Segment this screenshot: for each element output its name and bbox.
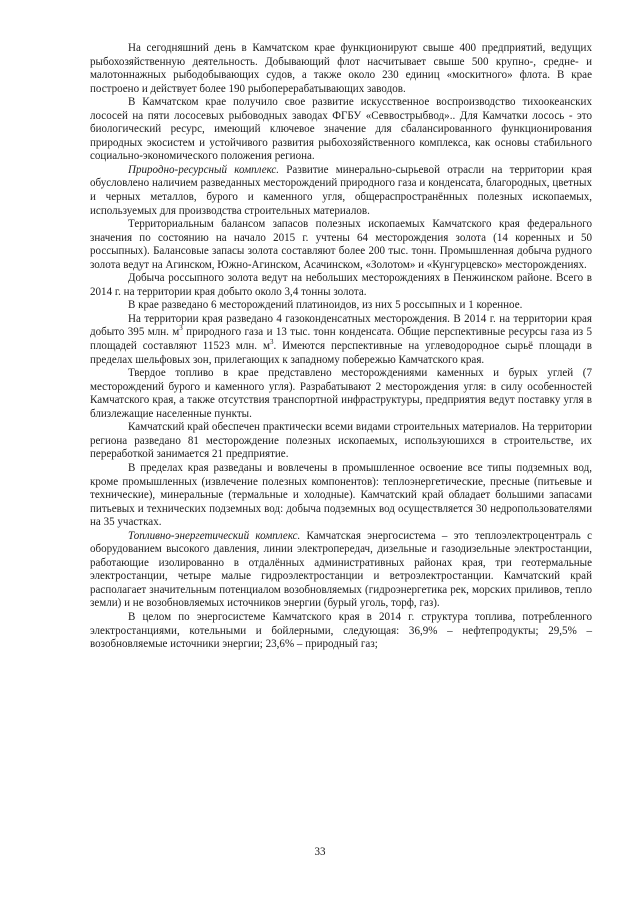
paragraph-text: На территории края разведано 4 газоконденсатных месторождения. В 2014 г. на территории края добыто 395 млн. м — [90, 312, 592, 339]
paragraph-building-materials: Камчатский край обеспечен практически всеми видами строительных материалов. На территории региона разведано 81 месторождение полезных ископаемых, используюшихся в строительстве, их переработкой занимается 21 предприятие. — [90, 421, 592, 461]
paragraph-text: Развитие минерально-сырьевой отрасли на территории края обусловлено наличием разведанных месторождений природного газа и конденсата, благородных, цветных и черных металлов, бурого и каменного угля, общераспространённых полезных ископаемых, используемых для производства строительных материалов. — [90, 163, 592, 217]
section-heading-natural-resources: Природно-ресурсный комплекс. — [128, 163, 280, 176]
page-number: 33 — [314, 846, 326, 858]
paragraph-text: . Имеются перспективные на углеводородное сырьё площади в пределах шельфовых зон, прилегающих к западному побережью Камчатского края. — [90, 340, 592, 366]
paragraph-fuel-structure: В целом по энергосистеме Камчатского края в 2014 г. структура топлива, потребленного электростанциями, котельными и бойлерными, следующая: 36,9% – нефтепродукты; 29,5% – возобновляемые источники энергии; 23,6% – природный газ; — [90, 610, 592, 651]
paragraph-gold-reserves: Территориальным балансом запасов полезных ископаемых Камчатского края федерального значения по состоянию на начало 2015 г. учтены 64 месторождения золота (14 коренных и 50 россыпных). Балансовые запасы золота составляют более 200 тыс. тонн. Промышленная добыча рудного золота ведут на Агинском, Южно-Агинском, Асачинском, «Золотом» и «Кунгурцевско» месторождениях. — [90, 218, 592, 271]
paragraph-platinoids: В крае разведано 6 месторождений платиноидов, из них 5 россыпных и 1 коренное. — [128, 299, 523, 312]
paragraph-coal: Твердое топливо в крае представлено месторождениями каменных и бурых углей (7 месторождений бурого и каменного угля). Разрабатывают 2 месторождения угля: в силу особенностей Камчатского края, а также отсутствия транспортной инфраструктуры, предприятия ведут поставку угля в близлежащие населенные пункты. — [90, 367, 592, 420]
superscript: 3 — [179, 324, 183, 333]
section-heading-energy-complex: Топливно-энергетический комплекс. — [128, 529, 301, 542]
paragraph-salmon-hatcheries: В Камчатском крае получило свое развитие искусственное воспроизводство тихоокеанских лососей на пяти лососевых рыбоводных заводах ФГБУ «Севвострыбвод».. Для Камчатки лосось - это биологический ресурс, имеющий ключевое значение для сбалансированного функционирования природных экосистем и устойчивого развития рыбохозяйственного комплекса, как основы стабильного социально-экономического положения региона. — [90, 96, 592, 163]
paragraph-groundwater: В пределах края разведаны и вовлечены в промышленное освоение все типы подземных вод, кроме промышленных (извлечение полезных компонентов): теплоэнергетические, пресные (питьевые и технические), минеральные (термальные и холодные). Камчатский край обладает большими запасами питьевых и технических подземных вод: добыча подземных вод осуществляется 30 недропользователями на 35 участках. — [90, 461, 592, 529]
document-body — [90, 42, 592, 652]
paragraph-text: Камчатская энергосистема – это теплоэлектроцентраль с оборудованием высокого давления, линии электропередач, дизельные и газодизельные электростанции, работающие изолированно в отдалённых административных районах края, три геотермальные электростанции, четыре малые гидроэлектростанции и ветроэлектростанции. Камчатский край располагает значительным потенциалом возобновляемых (гидроэнергетика рек, морских приливов, тепло земли) и не возобновляемых источников энергии (бурый уголь, торф, газ). — [90, 529, 592, 610]
paragraph-text: природного газа и 13 тыс. тонн конденсата. Общие перспективные ресурсы газа из 5 площадей составляют 11523 млн. м — [90, 326, 592, 353]
paragraph-fishing-enterprises: На сегодняшний день в Камчатском крае функционируют свыше 400 предприятий, ведущих рыбохозяйственную деятельность. Добывающий флот насчитывает свыше 500 крупно-, средне- и малотоннажных рыбодобывающих судов, а также около 230 единиц «москитного» флота. В крае построено и действует более 190 рыбоперерабатывающих заводов. — [90, 42, 592, 95]
paragraph-energy-complex — [90, 530, 592, 611]
paragraph-gas-condensate — [90, 313, 592, 367]
paragraph-natural-resources — [90, 164, 592, 218]
paragraph-placer-gold: Добыча россыпного золота ведут на небольших месторождениях в Пенжинском районе. Всего в 2014 г. на территории края добыто около 3,4 тонны золота. — [90, 272, 592, 298]
superscript: 3 — [269, 337, 274, 346]
